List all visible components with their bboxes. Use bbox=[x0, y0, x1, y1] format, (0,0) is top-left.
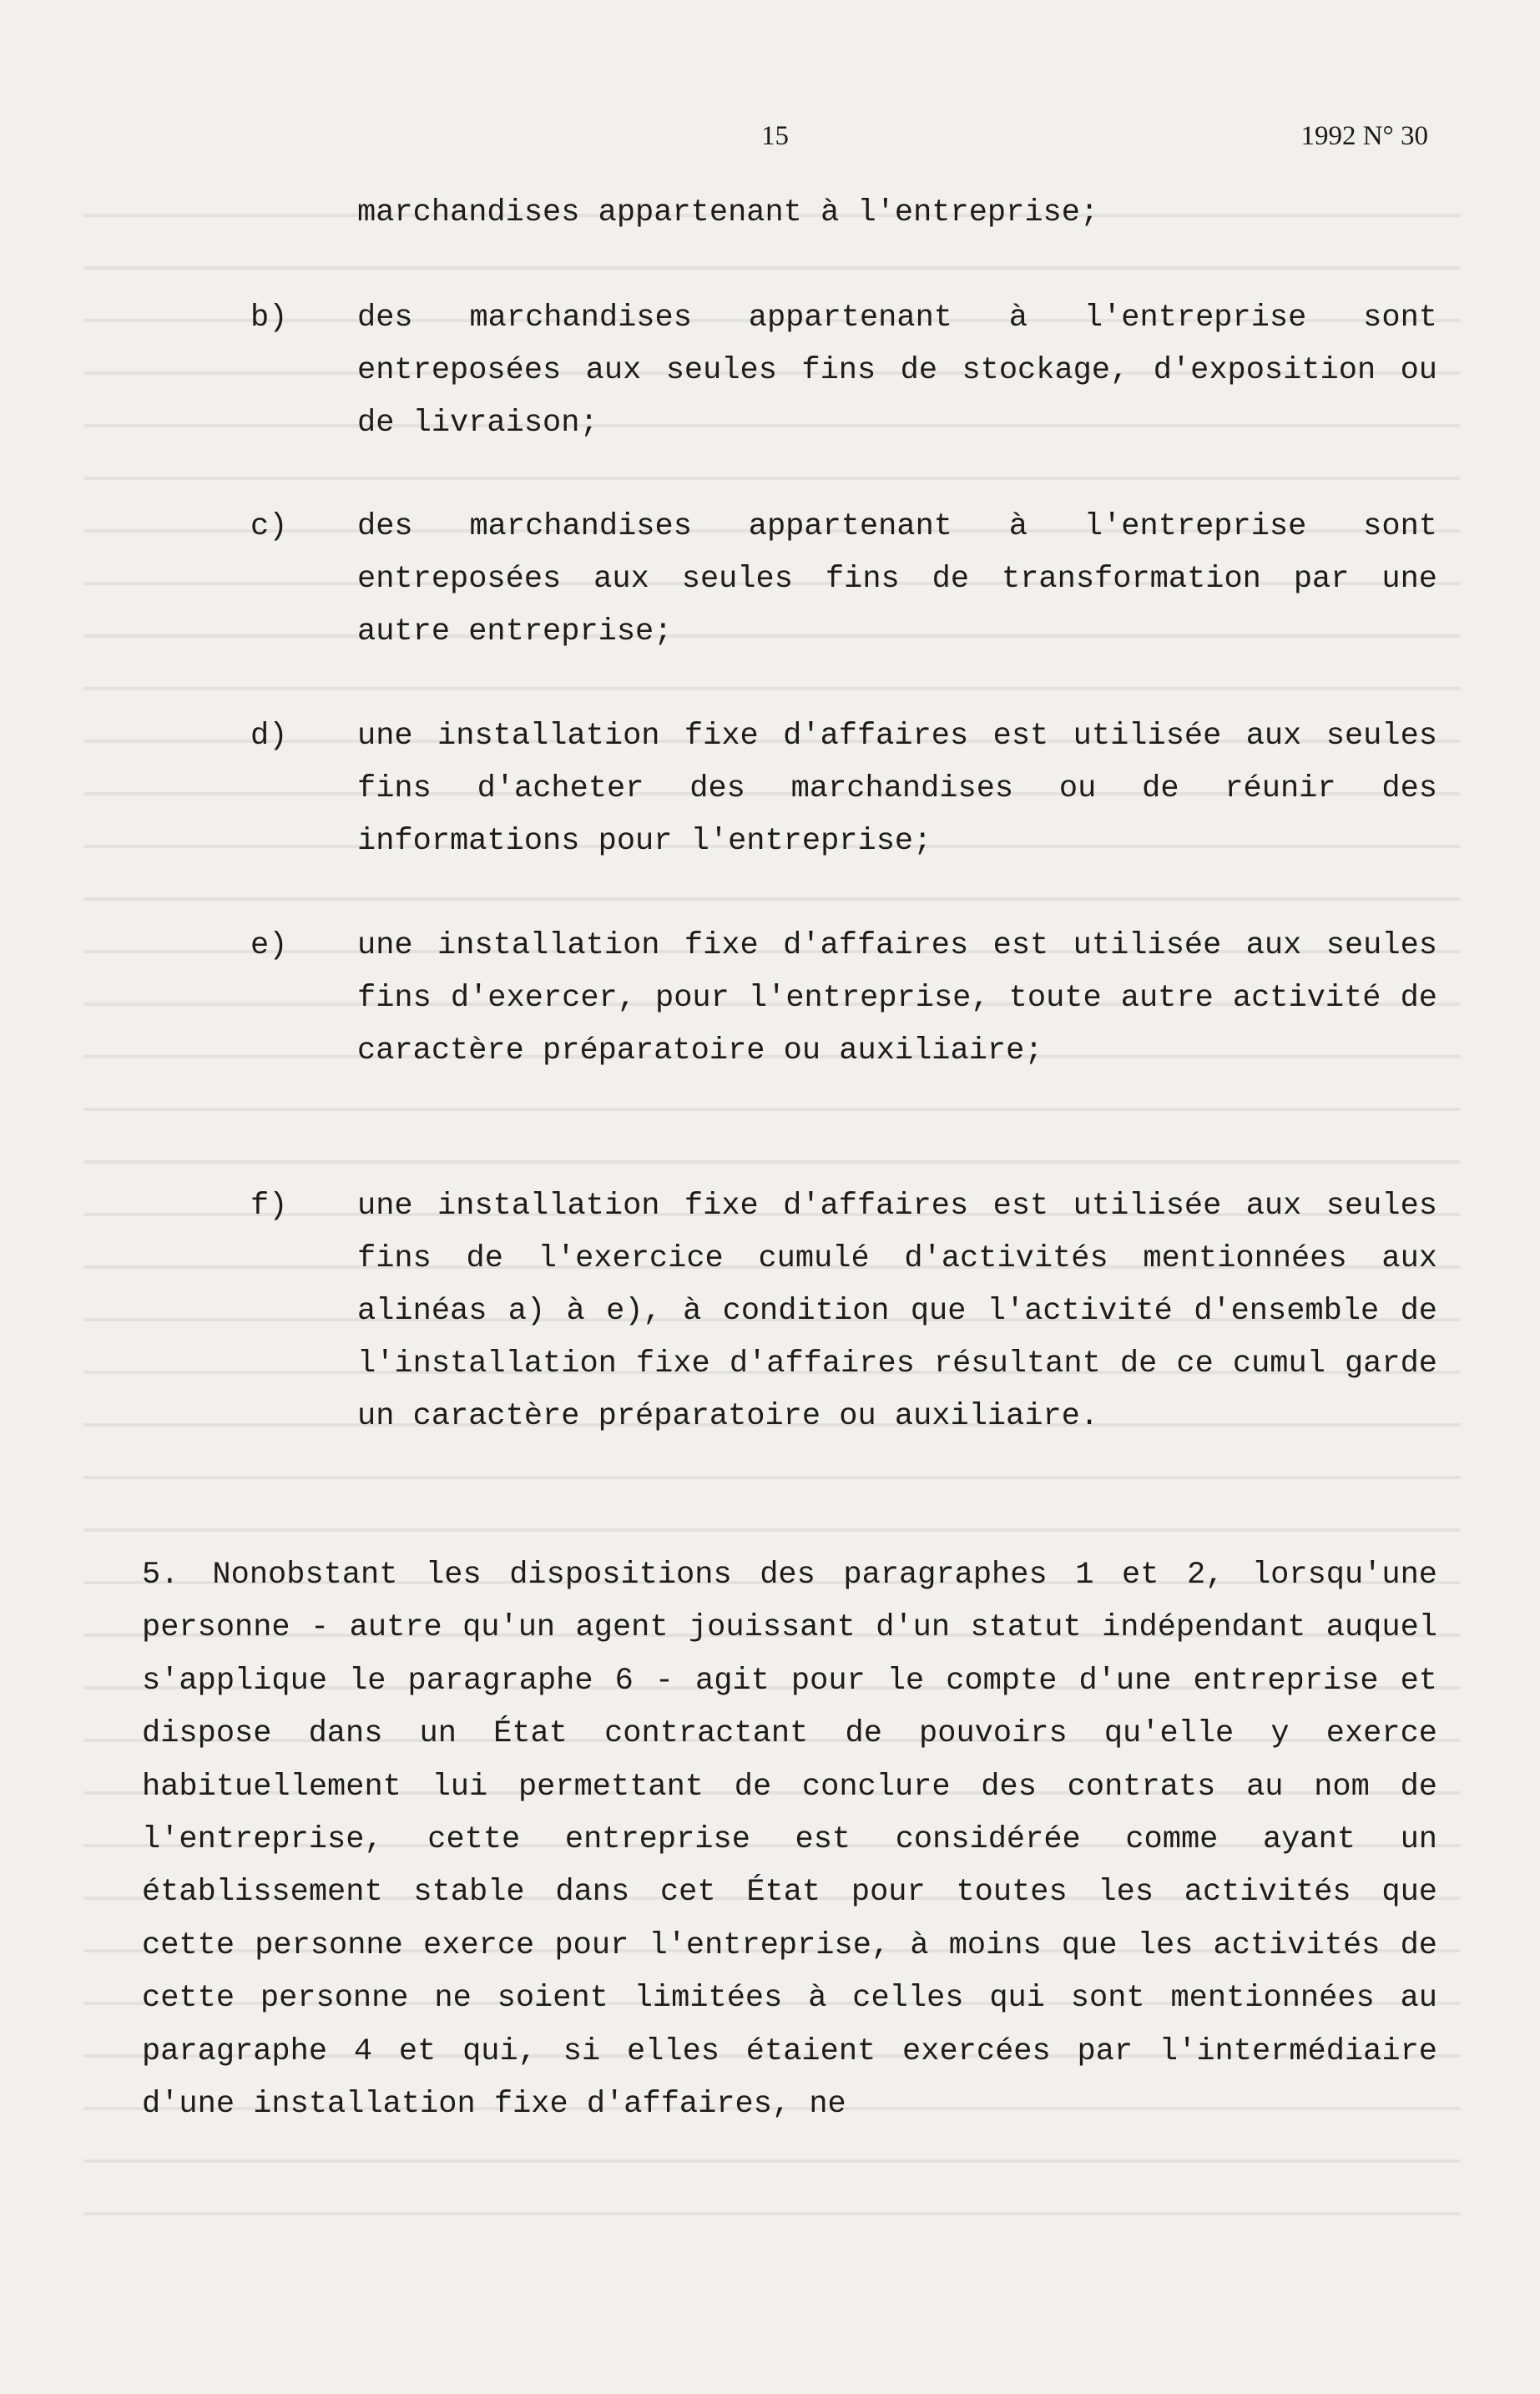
item-text: une installation fixe d'affaires est utilisée aux seules fins d'acheter des marchandises ou de réunir des informations pour l'entreprise; bbox=[357, 719, 1437, 859]
paragraph-5 bbox=[142, 1549, 1437, 2131]
item-text: une installation fixe d'affaires est utilisée aux seules fins de l'exercice cumulé d'activités mentionnées aux alinéas a) à e), à condition que l'activité d'ensemble de l'installation fixe d'affaires résultant de ce cumul garde un caractère préparatoire ou auxiliaire. bbox=[357, 1189, 1437, 1434]
paragraph-number: 5. bbox=[142, 1558, 179, 1593]
paragraph-text: Nonobstant les dispositions des paragraphes 1 et 2, lorsqu'une personne - autre qu'un agent jouissant d'un statut indépendant auquel s'applique le paragraphe 6 - agit pour le compte d'une entreprise et dispose dans un État contractant de pouvoirs qu'elle y exerce habituellement lui permettant de conclure des contrats au nom de l'entreprise, cette entreprise est considérée comme ayant un établissement stable dans cet État pour toutes les activités que cette personne exerce pour l'entreprise, à moins que les activités de cette personne ne soient limitées à celles qui sont mentionnées au paragraphe 4 et qui, si elles étaient exercées par l'intermédiaire d'une installation fixe d'affaires, ne bbox=[142, 1558, 1437, 2123]
document-reference: 1992 N° 30 bbox=[1300, 121, 1428, 151]
item-label: f) bbox=[250, 1189, 288, 1224]
item-label: e) bbox=[250, 928, 288, 963]
item-label: d) bbox=[250, 719, 288, 754]
item-text: des marchandises appartenant à l'entreprise sont entreposées aux seules fins de stockage, d'exposition ou de livraison; bbox=[357, 301, 1437, 441]
item-text: une installation fixe d'affaires est utilisée aux seules fins d'exercer, pour l'entreprise, toute autre activité de caractère préparatoire ou auxiliaire; bbox=[357, 928, 1437, 1068]
page-number: 15 bbox=[761, 121, 789, 151]
item-label: c) bbox=[250, 509, 288, 544]
continuation-line: marchandises appartenant à l'entreprise; bbox=[357, 195, 1099, 230]
item-text: des marchandises appartenant à l'entreprise sont entreposées aux seules fins de transformation par une autre entreprise; bbox=[357, 509, 1437, 649]
item-label: b) bbox=[250, 301, 288, 336]
